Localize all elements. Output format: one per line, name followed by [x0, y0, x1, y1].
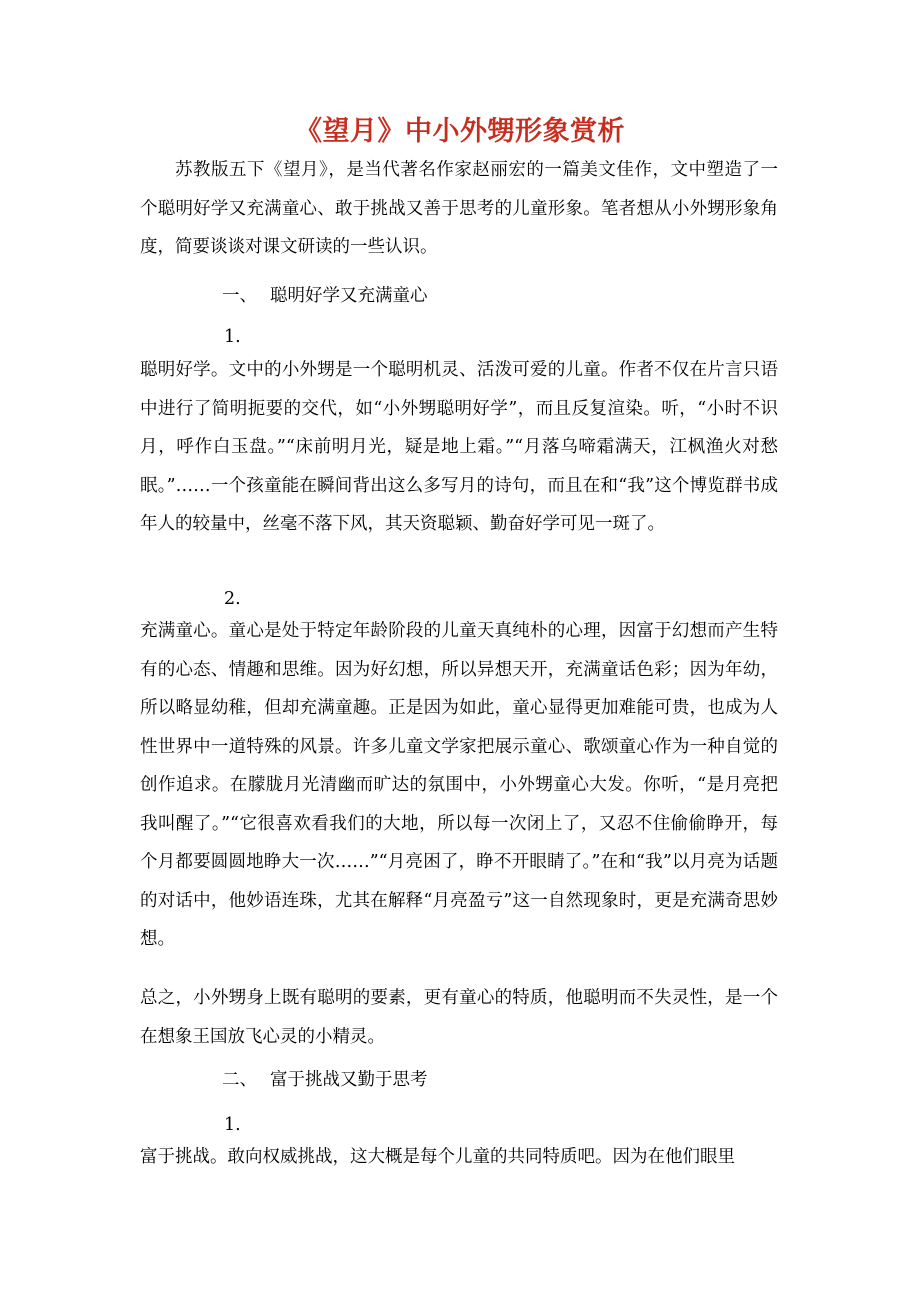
item-number: 2.	[224, 589, 241, 609]
section-heading-1	[222, 277, 428, 315]
section-number: 一、	[222, 286, 257, 306]
item-number: 1.	[224, 1115, 241, 1135]
body-paragraph: 聪明好学。文中的小外甥是一个聪明机灵、活泼可爱的儿童。作者不仅在片言只语中进行了简明扼要的交代，如“小外甥聪明好学”，而且反复渲染。听，“小时不识月，呼作白玉盘。”“床前明月光，疑是地上霜。”“月落乌啼霜满天，江枫渔火对愁眠。”……一个孩童能在瞬间背出这么多写月的诗句，而且在和“我”这个博览群书成年人的较量中，丝毫不落下风，其天资聪颖、勤奋好学可见一斑了。	[140, 360, 778, 534]
section-heading-text: 聪明好学又充满童心	[270, 286, 428, 306]
page-title: 《望月》中小外甥形象赏析	[295, 116, 625, 147]
intro-paragraph: 苏教版五下《望月》，是当代著名作家赵丽宏的一篇美文佳作，文中塑造了一个聪明好学又充满童心、敢于挑战又善于思考的儿童形象。笔者想从小外甥形象角度，简要谈谈对课文研读的一些认识。	[140, 160, 778, 257]
section-number: 二、	[222, 1070, 257, 1090]
body-paragraph: 富于挑战。敢向权威挑战，这大概是每个儿童的共同特质吧。因为在他们眼里	[140, 1147, 735, 1167]
summary-paragraph: 总之，小外甥身上既有聪明的要素，更有童心的特质，他聪明而不失灵性，是一个在想象王国放飞心灵的小精灵。	[140, 988, 778, 1047]
body-paragraph: 充满童心。童心是处于特定年龄阶段的儿童天真纯朴的心理，因富于幻想而产生特有的心态、情趣和思维。因为好幻想，所以异想天开，充满童话色彩；因为年幼，所以略显幼稚，但却充满童趣。正是因为如此，童心显得更加难能可贵，也成为人性世界中一道特殊的风景。许多儿童文学家把展示童心、歌颂童心作为一种自觉的创作追求。在朦胧月光清幽而旷达的氛围中，小外甥童心大发。你听，“是月亮把我叫醒了。”“它很喜欢看我们的大地，所以每一次闭上了，又忍不住偷偷睁开，每个月都要圆圆地睁大一次……”“月亮困了，睁不开眼睛了。”在和“我”以月亮为话题的对话中，他妙语连珠，尤其在解释“月亮盈亏”这一自然现象时，更是充满奇思妙想。	[140, 621, 778, 949]
item-number: 1.	[224, 327, 241, 347]
section-heading-text: 富于挑战又勤于思考	[270, 1070, 428, 1090]
section-heading-2	[222, 1061, 428, 1099]
